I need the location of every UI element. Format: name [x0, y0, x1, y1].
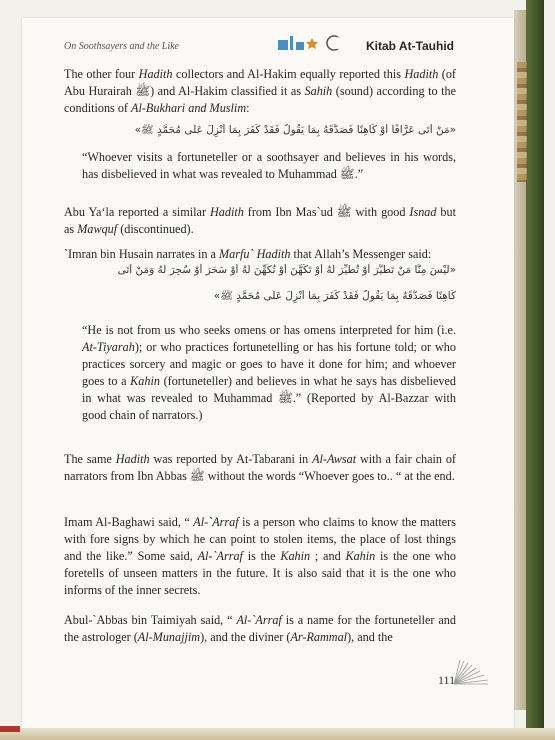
quote-1: “Whoever visits a fortuneteller or a soothsayer and believes in his words, has disbelieved in what was revealed to Muhammad ﷺ.”	[82, 150, 456, 181]
running-header	[64, 38, 454, 58]
cover-decoration	[517, 62, 527, 182]
paragraph-3: `Imran bin Husain narrates in a Marfu` Hadith that Allah’s Messenger said:	[64, 247, 432, 261]
arabic-hadith-2b: كَاهِنًا فَصَدَّقَهُ بِمَا يَقُولُ فَقَدْ كَفَرَ بِمَا أُنْزِلَ عَلَى مُحَمَّدٍ ﷺ»	[213, 290, 456, 302]
chapter-title: On Soothsayers and the Like	[64, 41, 179, 52]
book-title: Kitab At-Tauhid	[366, 39, 454, 53]
paragraph-1: The other four Hadith collectors and Al-Hakim equally reported this Hadith (of Abu Hurairah ﷺ) and Al-Hakim classified it as Sahih (sound) according to the conditions of Al-Bukhari and Muslim:	[64, 67, 456, 115]
arabic-hadith-2a: «لَيْسَ مِنَّا مَنْ تَطَيَّرَ أَوْ تُطُيِّرَ لَهُ أَوْ تَكَهَّنَ أَوْ تُكُهِّنَ لَهُ أَوْ سَحَرَ أَوْ سُحِرَ لَهُ وَمَنْ أَتَى	[117, 264, 456, 276]
bookmark-ribbon	[0, 726, 20, 732]
page-number: 111	[438, 673, 456, 687]
quote-2: “He is not from us who seeks omens or has omens interpreted for him (i.e. At-Tiyarah); or who practices fortunetelling or has his fortune told; or who practices sorcery and magic or goes to have it done for him; and whoever goes to a Kahin (fortuneteller) and believes in what he says has disbelieved in what was revealed to Muhammad ﷺ.” (Reported by Al-Bazzar with good chain of narrators.)	[82, 323, 456, 422]
paragraph-5: Imam Al-Baghawi said, “ Al-`Arraf is a person who claims to know the matters with fore signs by which he can point to stolen items, the place of lost things and the like.” Some said, Al-`Arraf is the Kahin ; and Kahin is the one who foretells of unseen matters in the future. It is also said that it is the one who informs of the inner secrets.	[64, 515, 456, 597]
book-cover-edge	[526, 0, 544, 740]
page-bottom-edge	[0, 728, 555, 740]
page-fan-ornament-icon	[452, 658, 490, 686]
book-logo-icon	[274, 32, 354, 54]
paragraph-4: The same Hadith was reported by At-Tabarani in Al-Awsat with a fair chain of narrators from Ibn Abbas ﷺ without the words “Whoever goes to.. “ at the end.	[64, 452, 456, 483]
arabic-hadith-1: «مَنْ أَتَى عَرَّافًا أَوْ كَاهِنًا فَصَدَّقَهُ بِمَا يَقُولُ فَقَدْ كَفَرَ بِمَا أُنْزِلَ عَلَى مُحَمَّدٍ ﷺ»	[134, 124, 456, 136]
paragraph-2: Abu Ya‘la reported a similar Hadith from Ibn Mas`ud ﷺ with good Isnad but as Mawquf (discontinued).	[64, 205, 457, 236]
paragraph-6: Abul-`Abbas bin Taimiyah said, “ Al-`Arraf is a name for the fortuneteller and the astrologer (Al-Munajjim), and the diviner (Ar-Rammal), and the	[64, 613, 456, 644]
